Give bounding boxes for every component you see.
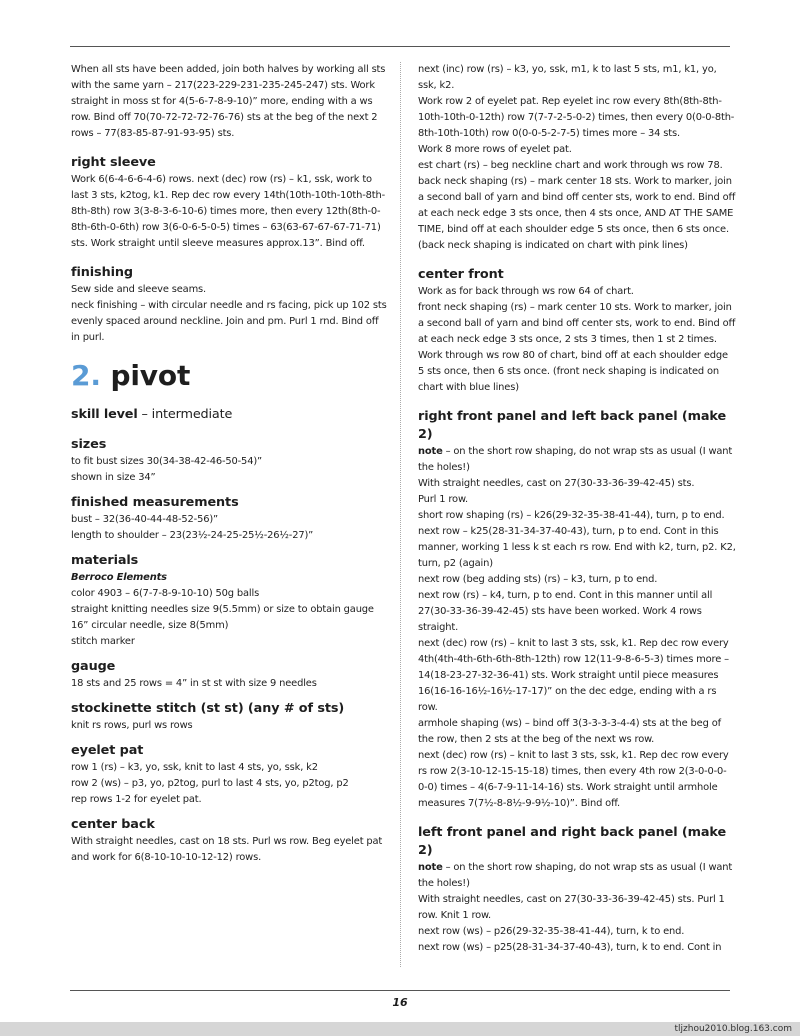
sizes-heading: sizes — [71, 437, 107, 452]
panel-line: With straight needles, cast on 27(30-33-36-39-42-45) sts. Purl 1 row. Knit 1 row. — [418, 894, 725, 921]
top-rule — [70, 46, 730, 47]
bottom-rule — [70, 990, 730, 991]
pattern-name: pivot — [110, 359, 191, 392]
left-column — [71, 62, 389, 866]
watermark-bar — [0, 1022, 800, 1036]
back-instructions-line: next (inc) row (rs) – k3, yo, ssk, m1, k to last 5 sts, m1, k1, yo, ssk, k2. — [418, 64, 717, 91]
panel-note: note – on the short row shaping, do not wrap sts as usual (I want the holes!) — [418, 862, 733, 889]
panel-line: next row (rs) – k4, turn, p to end. Cont in this manner until all 27(30-33-36-39-42-45) sts have been worked. Work 4 rows straight. — [418, 590, 713, 633]
right-front-panel-heading: right front panel and left back panel (make 2) — [418, 409, 727, 442]
finishing-line: neck finishing – with circular needle and rs facing, pick up 102 sts evenly spaced around neckline. Join and pm. Purl 1 rnd. Bind off in purl. — [71, 300, 387, 343]
right-column — [418, 62, 736, 956]
pattern-title — [71, 354, 389, 398]
panel-line: next row (ws) – p26(29-32-35-38-41-44), turn, k to end. — [418, 926, 685, 937]
back-instructions-line: Work row 2 of eyelet pat. Rep eyelet inc row every 8th(8th-8th-10th-10th-0-12th) row 7(7-7-2-5-0-2) times, then every 0(0-0-8th-8th-10th-10th) row 0(0-0-5-2-7-5) times more – 34 sts. — [418, 96, 735, 139]
finishing-line: Sew side and sleeve seams. — [71, 284, 207, 295]
back-instructions-line: Work 8 more rows of eyelet pat. — [418, 144, 572, 155]
measurement-line: length to shoulder – 23(23½-24-25-25½-26½-27)” — [71, 530, 314, 541]
eyelet-pat-heading: eyelet pat — [71, 743, 144, 758]
materials-line: color 4903 – 6(7-7-8-9-10-10) 50g balls — [71, 588, 260, 599]
materials-line: 16” circular needle, size 8(5mm) — [71, 620, 229, 631]
center-front-line: front neck shaping (rs) – mark center 10 sts. Work to marker, join a second ball of yarn and bind off center sts, work to end. Bind off at each neck edge 3 sts once, 2 sts 3 times, then 1 st 2 times. Work through ws row 80 of chart, bind off at each shoulder edge 5 sts once, then 6 sts once. (front neck shaping is indicated on chart with blue lines) — [418, 302, 736, 393]
materials-line: straight knitting needles size 9(5.5mm) or size to obtain gauge — [71, 604, 374, 615]
yarn-brand: Berroco Elements — [71, 572, 167, 583]
center-front-line: Work as for back through ws row 64 of chart. — [418, 286, 634, 297]
center-back-text: With straight needles, cast on 18 sts. Purl ws row. Beg eyelet pat and work for 6(8-10-10-10-12-12) rows. — [71, 836, 383, 863]
panel-note: note – on the short row shaping, do not wrap sts as usual (I want the holes!) — [418, 446, 733, 473]
back-instructions-line: est chart (rs) – beg neckline chart and work through ws row 78. — [418, 160, 723, 171]
center-front-heading: center front — [418, 267, 504, 282]
panel-line: next row (ws) – p25(28-31-34-37-40-43), turn, k to end. Cont in — [418, 942, 722, 953]
skill-level-label: skill level — [71, 407, 138, 422]
note-label: note — [418, 446, 443, 457]
pattern-number: 2. — [71, 359, 101, 392]
measurement-line: bust – 32(36-40-44-48-52-56)” — [71, 514, 219, 525]
intro-paragraph: When all sts have been added, join both halves by working all sts with the same yarn – 217(223-229-231-235-245-247) sts. Work straight in moss st for 4(5-6-7-8-9-10)” more, ending with a ws row. Bind off 70(70-72-72-72-76-76) sts at the beg of the next 2 rows – 77(83-85-87-91-93-95) sts. — [71, 64, 386, 139]
left-front-panel-heading: left front panel and right back panel (make 2) — [418, 825, 727, 858]
finished-measurements-heading: finished measurements — [71, 495, 239, 510]
sizes-line: shown in size 34” — [71, 472, 156, 483]
panel-line: short row shaping (rs) – k26(29-32-35-38-41-44), turn, p to end. — [418, 510, 725, 521]
eyelet-line: row 2 (ws) – p3, yo, p2tog, purl to last 4 sts, yo, p2tog, p2 — [71, 778, 349, 789]
back-instructions-line: back neck shaping (rs) – mark center 18 sts. Work to marker, join a second ball of yarn and bind off center sts, work to end. Bind off at each neck edge 3 sts once, then 4 sts once, AND AT THE SAME TIME, bind off at each shoulder edge 5 sts once, then 6 sts once. (back neck shaping is indicated on chart with pink lines) — [418, 176, 736, 251]
page-number: 16 — [392, 996, 408, 1009]
panel-line: next (dec) row (rs) – knit to last 3 sts, ssk, k1. Rep dec row every rs row 2(3-10-12-15-15-18) times, then every 4th row 2(3-0-0-0-0-0) times – 4(6-7-9-11-14-16) sts. Work straight until armhole measures 7(7½-8-8½-9-9½-10)”. Bind off. — [418, 750, 729, 809]
stockinette-line: knit rs rows, purl ws rows — [71, 720, 193, 731]
gauge-heading: gauge — [71, 659, 116, 674]
finishing-heading: finishing — [71, 265, 133, 280]
eyelet-line: row 1 (rs) – k3, yo, ssk, knit to last 4 sts, yo, ssk, k2 — [71, 762, 318, 773]
panel-line: next row – k25(28-31-34-37-40-43), turn, p to end. Cont in this manner, working 1 less k st each rs row. End with k2, turn, p2. K2, turn, p2 (again) — [418, 526, 736, 569]
stockinette-heading: stockinette stitch (st st) (any # of sts) — [71, 701, 345, 716]
materials-heading: materials — [71, 553, 139, 568]
panel-line: With straight needles, cast on 27(30-33-36-39-42-45) sts. — [418, 478, 695, 489]
panel-line: next row (beg adding sts) (rs) – k3, turn, p to end. — [418, 574, 658, 585]
materials-line: stitch marker — [71, 636, 135, 647]
skill-level — [71, 406, 389, 424]
right-sleeve-text: Work 6(6-4-6-6-4-6) rows. next (dec) row (rs) – k1, ssk, work to last 3 sts, k2tog, k1. Rep dec row every 14th(10th-10th-10th-8th-8th-8th) row 3(3-8-3-6-10-6) times more, then every 12th(8th-0-8th-6th-0-6th) row 3(6-0-6-5-0-5) times – 63(63-67-67-67-71-71) sts. Work straight until sleeve measures approx.13”. Bind off. — [71, 174, 386, 249]
sizes-line: to fit bust sizes 30(34-38-42-46-50-54)” — [71, 456, 262, 467]
skill-level-value: – intermediate — [141, 407, 233, 422]
panel-line: armhole shaping (ws) – bind off 3(3-3-3-3-4-4) sts at the beg of the row, then 2 sts at the beg of the next ws row. — [418, 718, 721, 745]
watermark-text: tljzhou2010.blog.163.com — [674, 1024, 792, 1034]
note-label: note — [418, 862, 443, 873]
panel-line: Purl 1 row. — [418, 494, 468, 505]
column-divider — [400, 62, 401, 967]
panel-line: next (dec) row (rs) – knit to last 3 sts, ssk, k1. Rep dec row every 4th(4th-4th-6th-6th-8th-12th) row 12(11-9-8-6-5-3) times more – 14(18-23-27-32-36-41) sts. Work straight until piece measures 16(16-16-16½-16½-17-17)” on the dec edge, ending with a rs row. — [418, 638, 729, 713]
right-sleeve-heading: right sleeve — [71, 155, 156, 170]
gauge-line: 18 sts and 25 rows = 4” in st st with size 9 needles — [71, 678, 317, 689]
center-back-heading: center back — [71, 817, 155, 832]
eyelet-line: rep rows 1-2 for eyelet pat. — [71, 794, 202, 805]
